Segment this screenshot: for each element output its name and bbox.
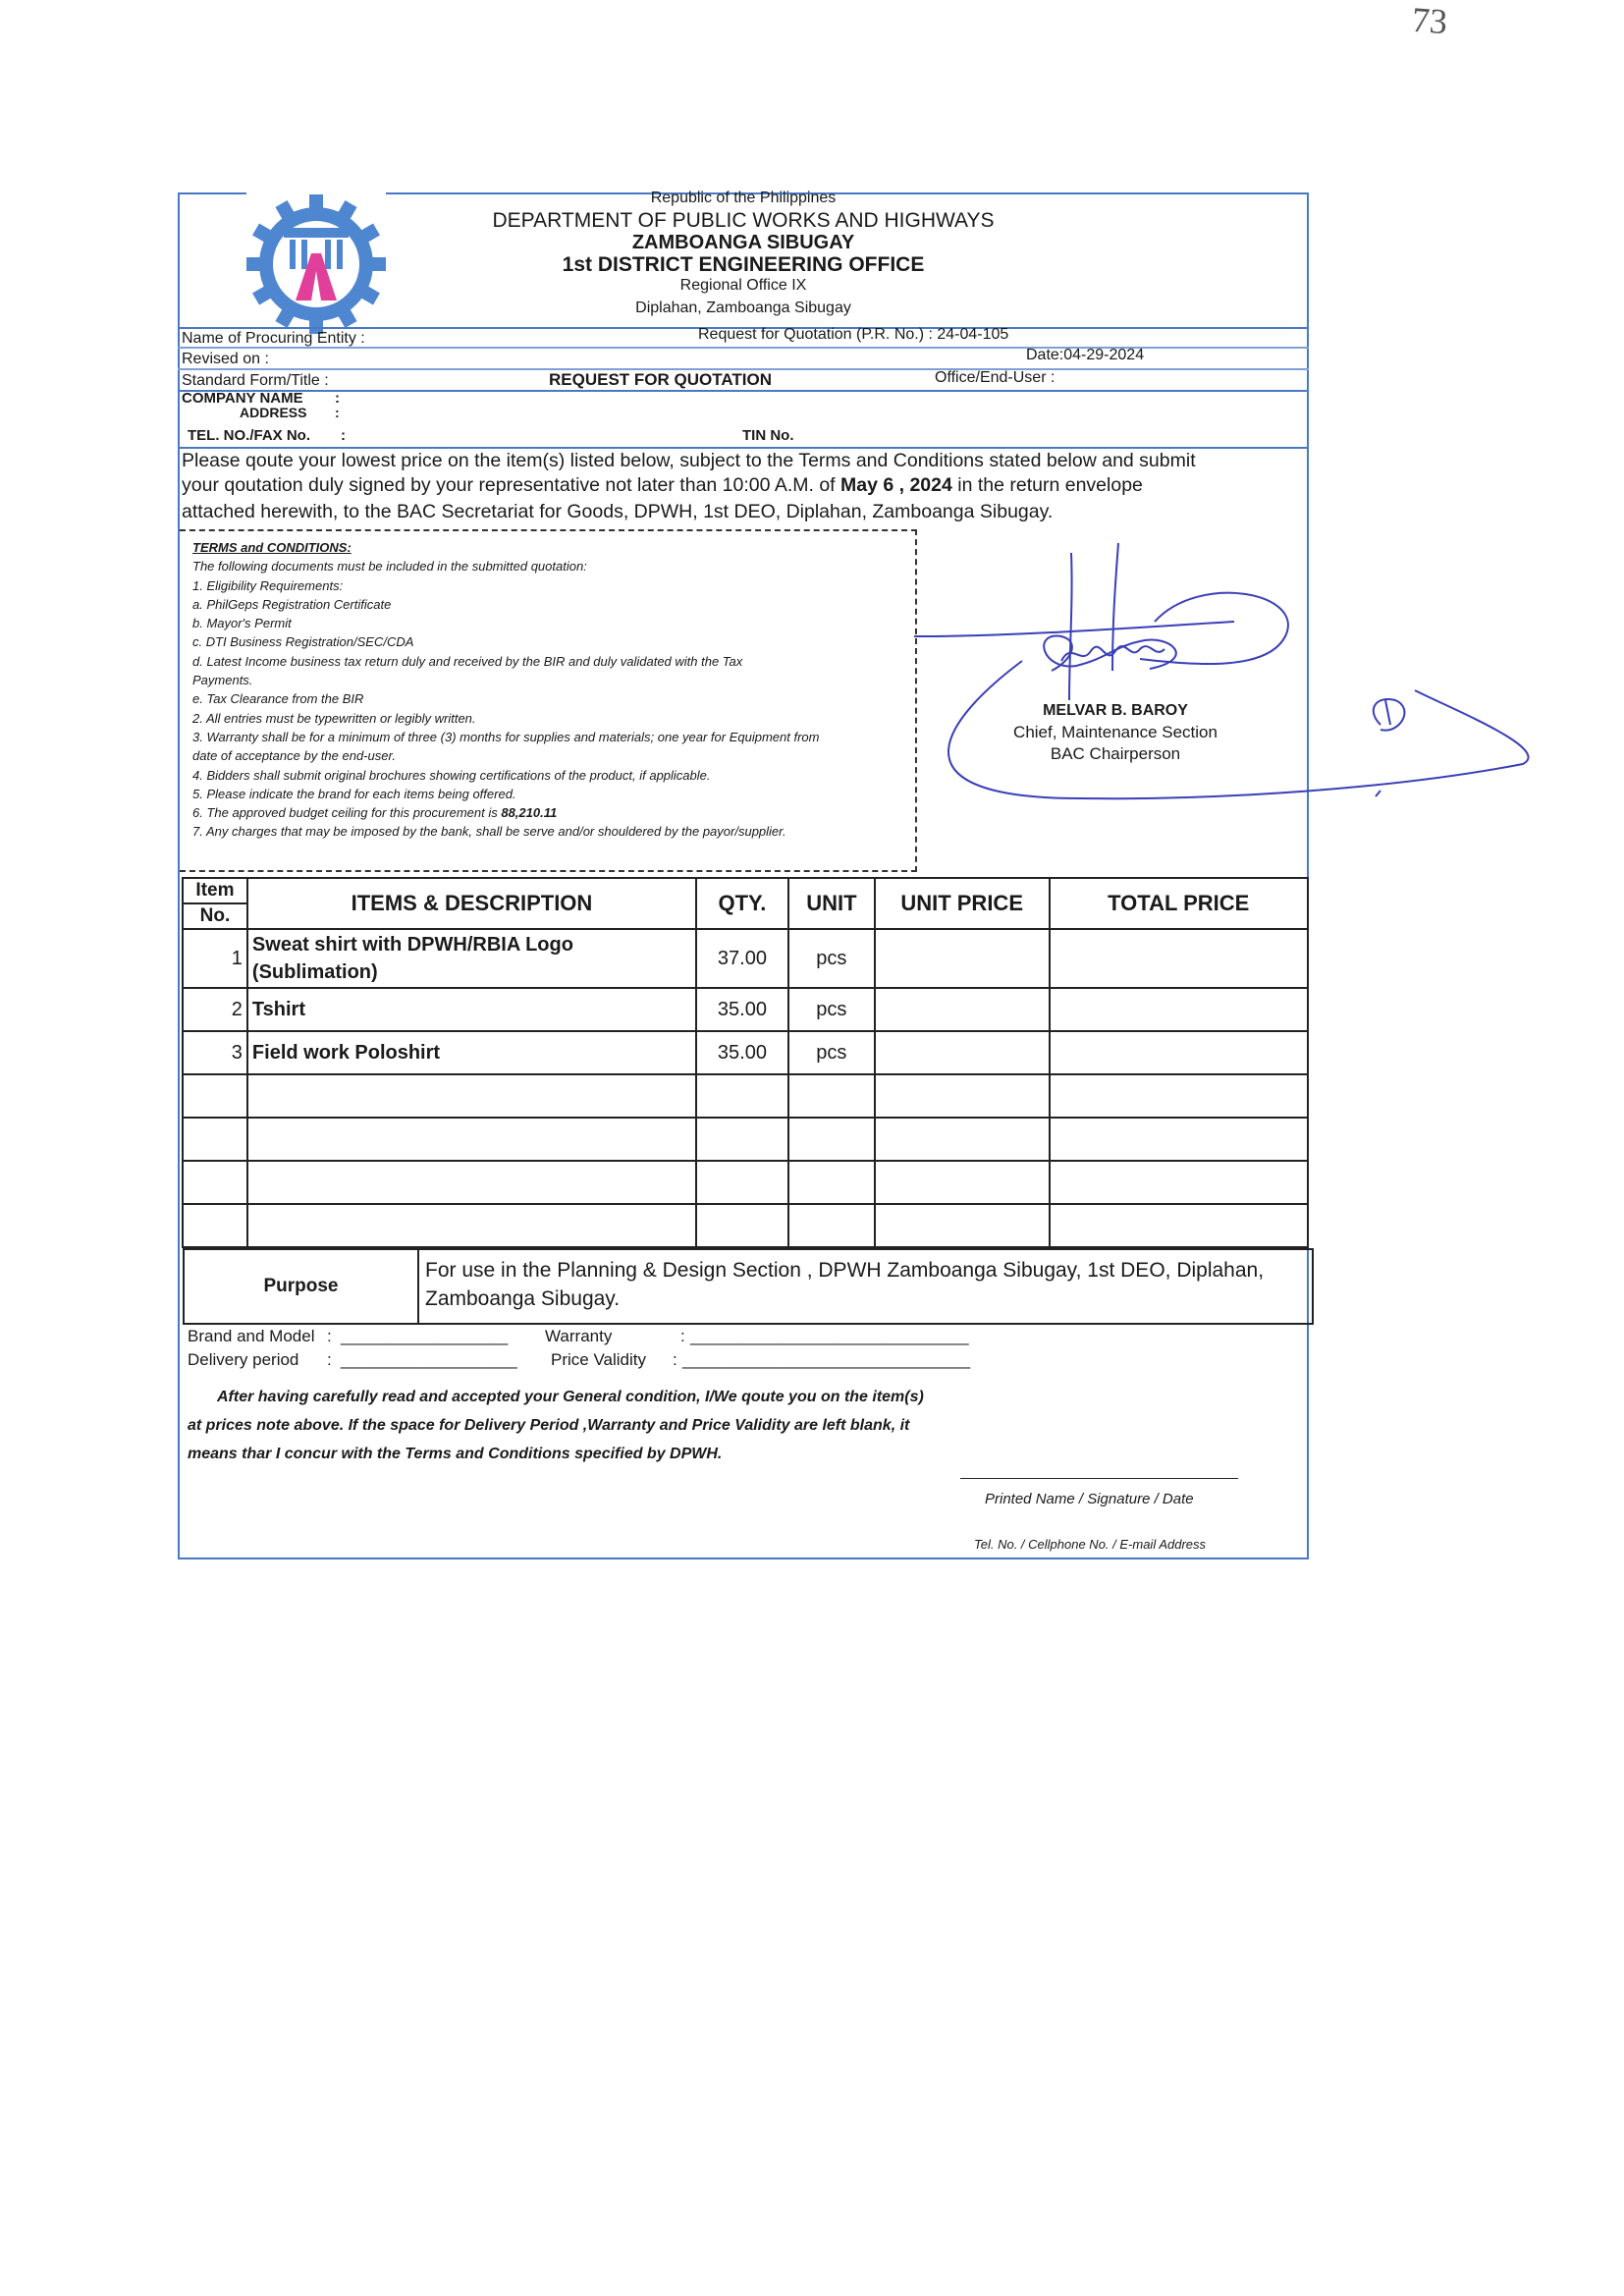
terms-line: The following documents must be included in the submitted quotation:	[192, 559, 587, 574]
rfq-number: Request for Quotation (P.R. No.) : 24-04-105	[698, 326, 1009, 343]
tel-fax-colon: :	[341, 427, 346, 444]
item-unit-price[interactable]	[875, 929, 1050, 988]
purpose-box	[183, 1248, 1314, 1325]
table-row	[183, 988, 1308, 1031]
terms-line: b. Mayor's Permit	[192, 616, 292, 631]
rfq-form	[178, 190, 1309, 1559]
item-total-price[interactable]	[1050, 988, 1309, 1031]
item-qty: 35.00	[696, 988, 788, 1031]
office-title: 1st DISTRICT ENGINEERING OFFICE	[562, 253, 925, 276]
col-unit: UNIT	[788, 878, 875, 929]
table-row-empty	[183, 1161, 1308, 1204]
terms-line: 7. Any charges that may be imposed by the bank, shall be serve and/or shouldered by the payor/supplier.	[192, 824, 786, 840]
revised-label: Revised on :	[182, 351, 269, 367]
item-unit: pcs	[788, 929, 875, 988]
signatory-name: MELVAR B. BAROY	[1043, 702, 1188, 719]
address-colon: :	[335, 405, 340, 420]
instruction-line-3: attached herewith, to the BAC Secretariat for Goods, DPWH, 1st DEO, Diplahan, Zamboanga Sibugay.	[182, 501, 1054, 522]
table-header-row	[183, 878, 1308, 929]
delivery-period-label: Delivery period	[188, 1350, 299, 1369]
contact-label: Tel. No. / Cellphone No. / E-mail Address	[974, 1537, 1207, 1552]
item-desc: Field work Poloshirt	[247, 1031, 696, 1074]
item-no: 1	[183, 929, 247, 988]
company-name-label: COMPANY NAME	[182, 390, 303, 407]
signatory-role: BAC Chairperson	[1050, 744, 1181, 763]
terms-and-conditions	[192, 538, 939, 842]
item-desc: Sweat shirt with DPWH/RBIA Logo (Sublimation)	[247, 929, 696, 988]
table-row	[183, 929, 1308, 988]
terms-line: 2. All entries must be typewritten or legibly written.	[192, 710, 476, 726]
terms-line: date of acceptance by the end-user.	[192, 748, 396, 764]
terms-line: d. Latest Income business tax return duly and received by the BIR and duly validated with the Tax	[192, 653, 743, 669]
purpose-label: Purpose	[185, 1250, 419, 1323]
col-total-price: TOTAL PRICE	[1050, 878, 1309, 929]
item-qty: 35.00	[696, 1031, 788, 1074]
table-row	[183, 1031, 1308, 1074]
col-unit-price: UNIT PRICE	[875, 878, 1050, 929]
office-user-label: Office/End-User :	[935, 369, 1056, 386]
warranty-field[interactable]: ______________________________	[690, 1327, 969, 1345]
form-title: REQUEST FOR QUOTATION	[549, 370, 772, 389]
col-description: ITEMS & DESCRIPTION	[247, 878, 696, 929]
address-label: ADDRESS	[240, 405, 307, 420]
items-table	[182, 877, 1309, 1248]
department-title: DEPARTMENT OF PUBLIC WORKS AND HIGHWAYS	[492, 209, 995, 232]
terms-line: e. Tax Clearance from the BIR	[192, 691, 364, 707]
item-unit: pcs	[788, 988, 875, 1031]
tin-label: TIN No.	[742, 427, 794, 444]
item-no: 3	[183, 1031, 247, 1074]
signatory-block	[1012, 700, 1218, 765]
procuring-entity-label: Name of Procuring Entity :	[182, 330, 365, 347]
col-qty: QTY.	[696, 878, 788, 929]
terms-line: Payments.	[192, 673, 253, 688]
terms-title: TERMS and CONDITIONS:	[192, 540, 352, 555]
price-validity-field[interactable]: _______________________________	[682, 1350, 971, 1369]
table-row-empty	[183, 1074, 1308, 1118]
page-number: 73	[1410, 0, 1449, 42]
brand-model-label: Brand and Model	[188, 1327, 315, 1345]
item-total-price[interactable]	[1050, 929, 1309, 988]
terms-line: 1. Eligibility Requirements:	[192, 577, 344, 593]
item-total-price[interactable]	[1050, 1031, 1309, 1074]
acknowledgement: After having carefully read and accepted your General condition, I/We qoute you on the item(s) at prices note above. If the space for Delivery Period ,Warranty and Price Validity are left blank, it means thar I concur with the Terms and Conditions specified by DPWH.	[188, 1389, 924, 1462]
company-name-colon: :	[335, 390, 340, 407]
warranty-colon: :	[680, 1327, 685, 1345]
tel-fax-label: TEL. NO./FAX No.	[188, 427, 311, 444]
terms-line: 6. The approved budget ceiling for this procurement is 88,210.11	[192, 805, 558, 821]
signatory-position: Chief, Maintenance Section	[1013, 723, 1218, 741]
instruction-line-1: Please qoute your lowest price on the item(s) listed below, subject to the Terms and Conditions stated below and submit	[182, 450, 1196, 471]
delivery-period-field[interactable]: ___________________	[341, 1350, 517, 1369]
abc-amount: 88,210.11	[501, 805, 558, 821]
item-desc: Tshirt	[247, 988, 696, 1031]
price-validity-colon: :	[673, 1350, 677, 1369]
delivery-period-colon: :	[327, 1350, 332, 1369]
terms-line: 3. Warranty shall be for a minimum of three (3) months for supplies and materials; one year for Equipment from	[192, 729, 820, 744]
terms-line: 5. Please indicate the brand for each items being offered.	[192, 786, 516, 801]
terms-line: 4. Bidders shall submit original brochures showing certifications of the product, if applicable.	[192, 767, 711, 783]
location-text: Diplahan, Zamboanga Sibugay	[635, 300, 851, 316]
item-no: 2	[183, 988, 247, 1031]
republic-text: Republic of the Philippines	[650, 190, 837, 206]
purpose-text: For use in the Planning & Design Section , DPWH Zamboanga Sibugay, 1st DEO, Diplahan, Zamboanga Sibugay.	[425, 1259, 1265, 1310]
table-row-empty	[183, 1204, 1308, 1247]
rfq-date: Date:04-29-2024	[1026, 347, 1145, 363]
brand-model-colon: :	[327, 1327, 332, 1345]
brand-model-field[interactable]: __________________	[341, 1327, 509, 1345]
col-item-no: Item No.	[183, 878, 247, 929]
warranty-label: Warranty	[545, 1327, 613, 1345]
price-validity-label: Price Validity	[551, 1350, 646, 1369]
terms-line: a. PhilGeps Registration Certificate	[192, 596, 392, 612]
region-text: Regional Office IX	[679, 277, 807, 294]
item-qty: 37.00	[696, 929, 788, 988]
form-title-label: Standard Form/Title :	[182, 372, 329, 389]
province-title: ZAMBOANGA SIBUGAY	[631, 232, 855, 253]
item-unit: pcs	[788, 1031, 875, 1074]
handwritten-signature	[904, 543, 1533, 838]
instruction-line-2: your qoutation duly signed by your representative not later than 10:00 A.M. of May 6 , 2024 in the return envelope	[182, 474, 1143, 496]
printed-name-label: Printed Name / Signature / Date	[985, 1491, 1194, 1507]
item-unit-price[interactable]	[875, 988, 1050, 1031]
table-row-empty	[183, 1118, 1308, 1161]
terms-line: c. DTI Business Registration/SEC/CDA	[192, 634, 414, 650]
item-unit-price[interactable]	[875, 1031, 1050, 1074]
